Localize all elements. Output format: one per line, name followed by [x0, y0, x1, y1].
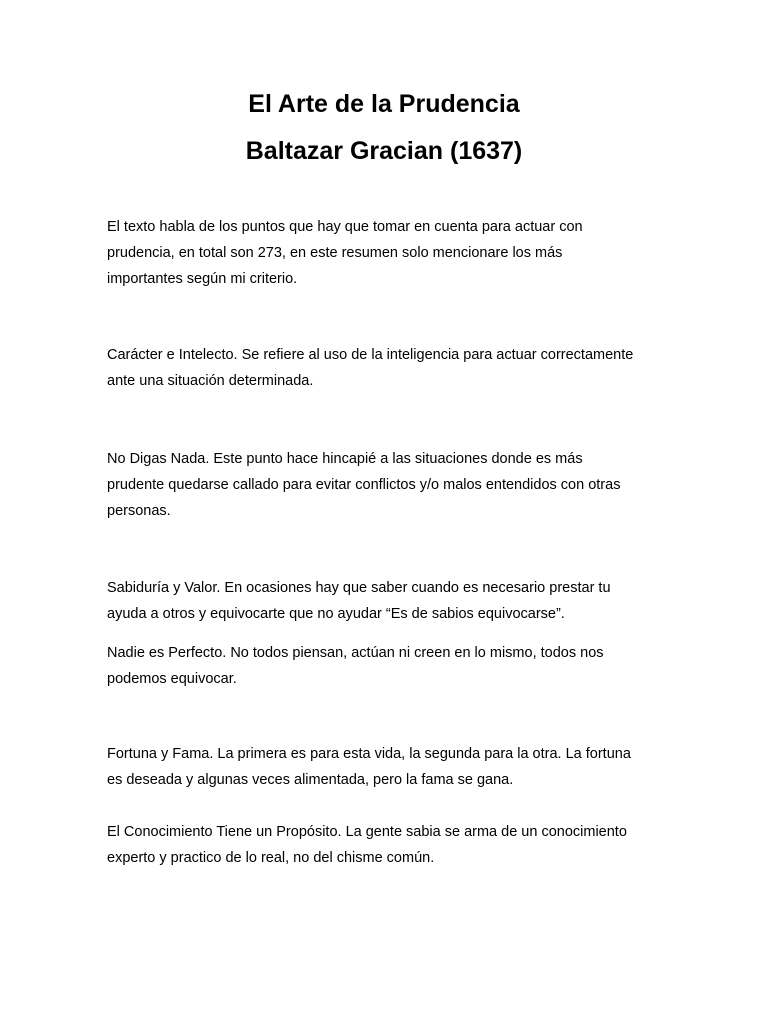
paragraph-no-digas-nada [107, 446, 697, 524]
paragraph-sabiduria-valor [107, 575, 697, 627]
paragraph-line: El texto habla de los puntos que hay que tomar en cuenta para actuar con [107, 219, 583, 235]
paragraph-line: es deseada y algunas veces alimentada, pero la fama se gana. [107, 772, 514, 788]
paragraph-line: El Conocimiento Tiene un Propósito. La gente sabia se arma de un conocimiento [107, 824, 627, 840]
paragraph-line: personas. [107, 503, 171, 519]
paragraph-line: prudente quedarse callado para evitar conflictos y/o malos entendidos con otras [107, 477, 621, 493]
paragraph-line: ayuda a otros y equivocarte que no ayudar “Es de sabios equivocarse”. [107, 606, 565, 622]
paragraph-intro [107, 214, 697, 292]
paragraph-line: No Digas Nada. Este punto hace hincapié a las situaciones donde es más [107, 451, 583, 467]
document-title: El Arte de la Prudencia [248, 90, 520, 118]
paragraph-line: prudencia, en total son 273, en este resumen solo mencionare los más [107, 245, 563, 261]
paragraph-caracter-intelecto [107, 342, 697, 394]
paragraph-conocimiento-proposito [107, 819, 697, 871]
paragraph-fortuna-fama [107, 741, 697, 793]
paragraph-line: Fortuna y Fama. La primera es para esta vida, la segunda para la otra. La fortuna [107, 746, 631, 762]
paragraph-line: Sabiduría y Valor. En ocasiones hay que saber cuando es necesario prestar tu [107, 580, 611, 596]
paragraph-line: ante una situación determinada. [107, 373, 314, 389]
paragraph-line: podemos equivocar. [107, 671, 237, 687]
paragraph-line: importantes según mi criterio. [107, 271, 298, 287]
paragraph-line: experto y practico de lo real, no del chisme común. [107, 850, 435, 866]
paragraph-line: Carácter e Intelecto. Se refiere al uso de la inteligencia para actuar correctamente [107, 347, 634, 363]
document-subtitle: Baltazar Gracian (1637) [245, 137, 523, 165]
paragraph-nadie-perfecto [107, 640, 697, 692]
paragraph-line: Nadie es Perfecto. No todos piensan, actúan ni creen en lo mismo, todos nos [107, 645, 604, 661]
